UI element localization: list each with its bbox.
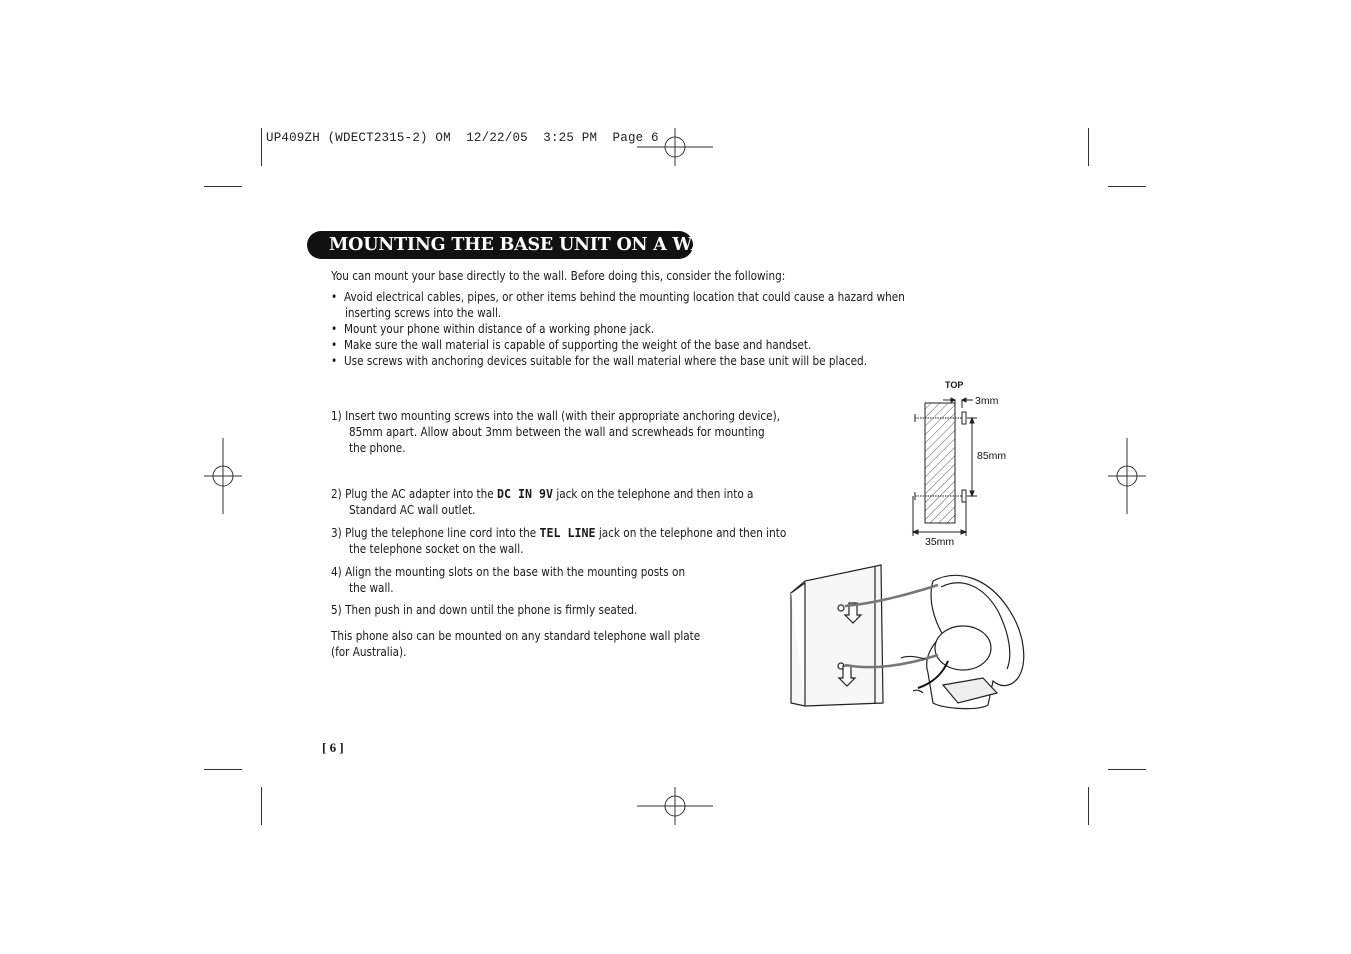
bullet-item: • Make sure the wall material is capable of supporting the weight of the base and handset. (331, 337, 812, 352)
step-1-line-3: the phone. (349, 440, 406, 455)
step-2-line-2: Standard AC wall outlet. (349, 502, 476, 517)
step-number: 2) (331, 486, 342, 501)
intro-text: You can mount your base directly to the wall. Before doing this, consider the following: (331, 268, 786, 283)
step-number: 4) (331, 564, 342, 579)
dimension-gap-label: 3mm (975, 395, 999, 407)
step-number: 5) (331, 602, 342, 617)
bullet-item: • Avoid electrical cables, pipes, or other items behind the mounting location that could cause a hazard when (331, 289, 905, 304)
jack-label-dc-in: DC IN 9V (497, 486, 554, 501)
jack-label-tel-line: TEL LINE (539, 525, 596, 540)
step-5: 5) Then push in and down until the phone is firmly seated. (331, 602, 638, 617)
bullet-item-continuation: inserting screws into the wall. (345, 305, 502, 320)
wall-mount-illustration (783, 563, 1033, 713)
dimension-spacing-label: 85mm (977, 450, 1007, 462)
closing-text-line-2: (for Australia). (331, 644, 407, 659)
step-1-line-2: 85mm apart. Allow about 3mm between the wall and screwheads for mounting (349, 424, 765, 439)
step-4-line-2: the wall. (349, 580, 394, 595)
bullet-marker: • (331, 321, 338, 336)
dimension-depth-label: 35mm (925, 536, 955, 548)
screw-spacing-diagram (905, 378, 1025, 548)
step-2: 2) Plug the AC adapter into the DC IN 9V jack on the telephone and then into a (331, 486, 754, 501)
section-heading: MOUNTING THE BASE UNIT ON A WALL (307, 231, 693, 259)
bullet-item: • Mount your phone within distance of a working phone jack. (331, 321, 655, 336)
bullet-item: • Use screws with anchoring devices suitable for the wall material where the base unit will be placed. (331, 353, 868, 368)
step-3-line-2: the telephone socket on the wall. (349, 541, 524, 556)
wall-section (925, 403, 955, 523)
step-4: 4) Align the mounting slots on the base with the mounting posts on (331, 564, 686, 579)
diagram-top-label: TOP (945, 380, 964, 390)
bullet-marker: • (331, 353, 338, 368)
step-number: 1) (331, 408, 342, 423)
bullet-marker: • (331, 289, 338, 304)
print-slug: UP409ZH (WDECT2315-2) OM 12/22/05 3:25 PM Page 6 (266, 131, 659, 145)
step-3: 3) Plug the telephone line cord into the TEL LINE jack on the telephone and then into (331, 525, 787, 540)
closing-text: This phone also can be mounted on any standard telephone wall plate (331, 628, 701, 643)
page-number: [ 6 ] (322, 740, 344, 755)
bullet-marker: • (331, 337, 338, 352)
step-1: 1) Insert two mounting screws into the wall (with their appropriate anchoring device), (331, 408, 781, 423)
step-number: 3) (331, 525, 342, 540)
